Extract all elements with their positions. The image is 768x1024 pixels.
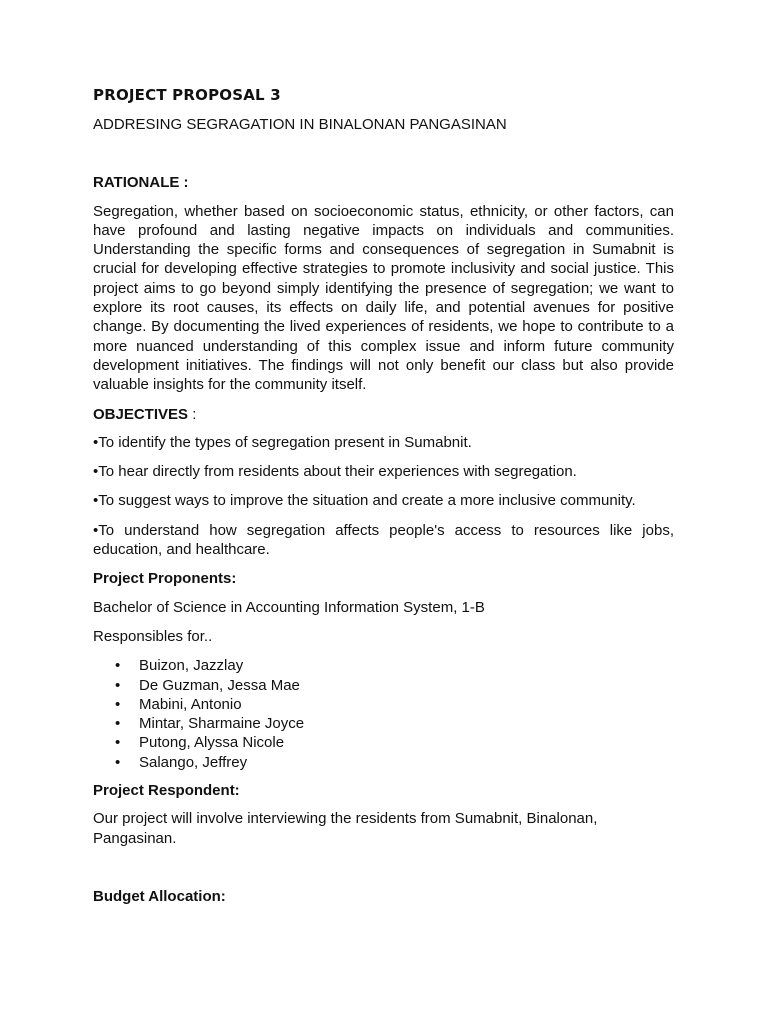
rationale-paragraph: Segregation, whether based on socioeconomic status, ethnicity, or other factors, can have profound and lasting negative impacts on individuals and communities. Understanding the specific forms and consequences of segregation in Sumabnit is crucial for developing effective strategies to promote inclusivity and social justice. This project aims to go beyond simply identifying the presence of segregation; we want to explore its root causes, its effects on daily life, and potential avenues for positive change. By documenting the lived experiences of residents, we hope to contribute to a more nuanced understanding of this complex issue and inform future community development initiatives. The findings will not only benefit our class but also provide valuable insights for the community itself. <box>93 202 674 394</box>
objectives-heading-suffix: : <box>188 405 197 423</box>
bullet-icon: • <box>115 657 121 675</box>
document-subtitle: ADDRESING SEGRAGATION IN BINALONAN PANGASINAN <box>93 116 507 133</box>
proponents-list <box>93 656 674 772</box>
proponent-name: Mabini, Antonio <box>139 695 242 713</box>
objective-item: •To hear directly from residents about their experiences with segregation. <box>93 463 577 481</box>
list-item <box>93 753 674 772</box>
list-item <box>93 695 674 714</box>
respondent-heading: Project Respondent: <box>93 782 240 800</box>
proponent-name: Salango, Jeffrey <box>139 753 248 771</box>
respondent-paragraph: Our project will involve interviewing the residents from Sumabnit, Binalonan, Pangasinan. <box>93 810 598 847</box>
list-item <box>93 714 674 733</box>
bullet-icon: • <box>115 676 121 694</box>
rationale-heading: RATIONALE : <box>93 174 189 192</box>
proponent-name: Mintar, Sharmaine Joyce <box>139 715 305 733</box>
proponents-heading: Project Proponents: <box>93 570 237 588</box>
proponents-program: Bachelor of Science in Accounting Information System, 1-B <box>93 598 485 616</box>
document-title: PROJECT PROPOSAL 3 <box>93 86 281 104</box>
responsibles-label: Responsibles for.. <box>93 627 213 645</box>
objective-item: •To understand how segregation affects people's access to resources like jobs, education, and healthcare. <box>93 521 674 559</box>
list-item <box>93 676 674 695</box>
bullet-icon: • <box>115 695 121 713</box>
proponent-name: Putong, Alyssa Nicole <box>139 734 285 752</box>
proponent-name: De Guzman, Jessa Mae <box>139 676 300 694</box>
bullet-icon: • <box>115 734 121 752</box>
objectives-heading-label: OBJECTIVES <box>93 405 189 423</box>
budget-heading: Budget Allocation: <box>93 887 226 905</box>
proponent-name: Buizon, Jazzlay <box>139 657 244 675</box>
objective-item: •To identify the types of segregation present in Sumabnit. <box>93 433 472 451</box>
list-item <box>93 733 674 752</box>
objective-item: •To suggest ways to improve the situation and create a more inclusive community. <box>93 492 636 510</box>
document-page <box>93 86 674 915</box>
objectives-heading <box>93 405 674 424</box>
bullet-icon: • <box>115 715 121 733</box>
bullet-icon: • <box>115 753 121 771</box>
list-item <box>93 656 674 675</box>
